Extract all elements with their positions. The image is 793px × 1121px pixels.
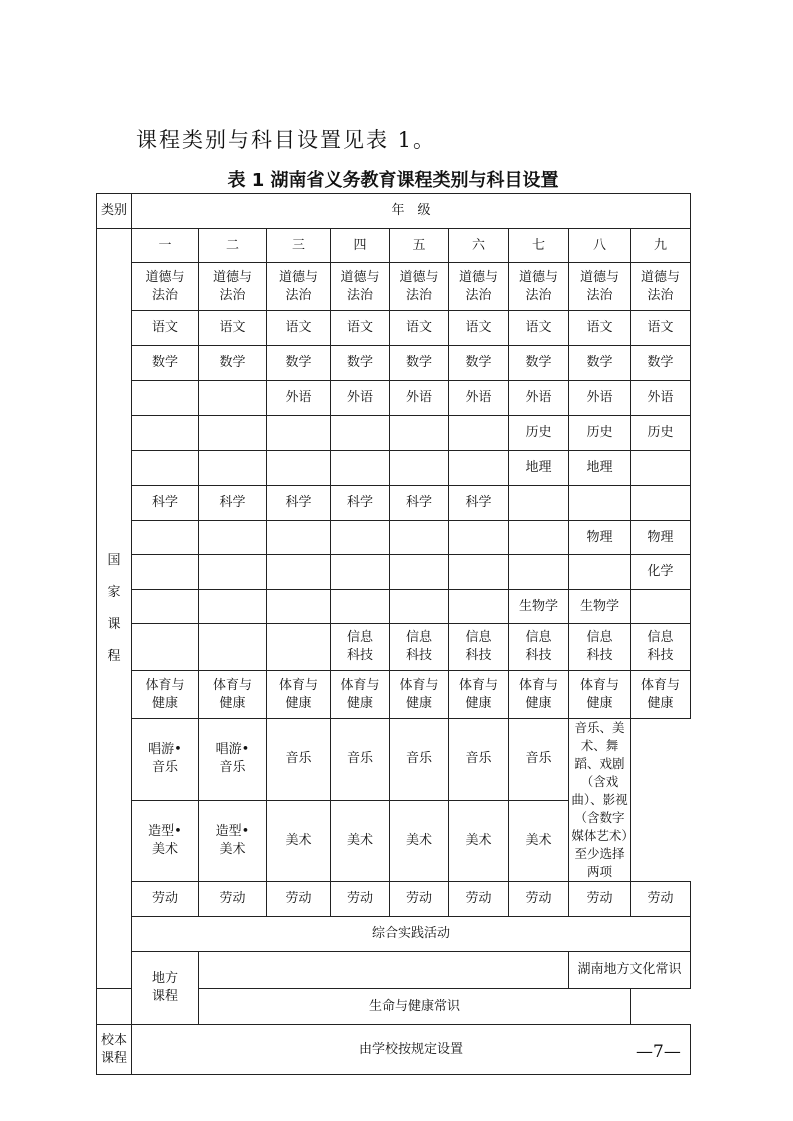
table-cell xyxy=(331,451,390,486)
header-grade: 年 级 xyxy=(132,194,691,229)
table-cell xyxy=(449,521,509,555)
table-cell: 音乐 xyxy=(267,719,331,801)
table-cell: 美术 xyxy=(449,800,509,882)
table-cell xyxy=(132,451,199,486)
table-cell: 科学 xyxy=(390,486,449,521)
table-cell: 道德与 法治 xyxy=(199,263,267,311)
table-cell: 劳动 xyxy=(132,882,199,917)
table-cell: 物理 xyxy=(569,521,631,555)
table-cell: 道德与 法治 xyxy=(331,263,390,311)
table-cell: 体育与 健康 xyxy=(631,671,691,719)
table-cell: 语文 xyxy=(199,311,267,346)
music-row xyxy=(97,719,691,801)
table-cell: 物理 xyxy=(631,521,691,555)
table-cell: 体育与 健康 xyxy=(267,671,331,719)
table-cell: 数学 xyxy=(449,346,509,381)
table-cell: 音乐 xyxy=(390,719,449,801)
table-cell: 七 xyxy=(509,229,569,263)
table-cell: 道德与 法治 xyxy=(509,263,569,311)
table-cell: 道德与 法治 xyxy=(390,263,449,311)
table-cell: 音乐 xyxy=(509,719,569,801)
chemistry-row xyxy=(97,555,691,590)
table-cell: 九 xyxy=(631,229,691,263)
table-cell: 音乐 xyxy=(331,719,390,801)
table-cell: 体育与 健康 xyxy=(449,671,509,719)
table-cell: 劳动 xyxy=(199,882,267,917)
table-cell: 外语 xyxy=(449,381,509,416)
history-row xyxy=(97,416,691,451)
table-cell: 外语 xyxy=(631,381,691,416)
table-cell xyxy=(199,451,267,486)
table-cell xyxy=(132,416,199,451)
table-cell: 外语 xyxy=(509,381,569,416)
table-cell xyxy=(569,555,631,590)
table-cell xyxy=(449,416,509,451)
table-cell: 语文 xyxy=(267,311,331,346)
table-cell: 外语 xyxy=(390,381,449,416)
table-cell: 六 xyxy=(449,229,509,263)
table-cell xyxy=(631,590,691,624)
table-cell xyxy=(631,451,691,486)
table-cell: 造型• 美术 xyxy=(199,800,267,882)
table-cell: 语文 xyxy=(569,311,631,346)
table-cell: 外语 xyxy=(569,381,631,416)
table-cell: 数学 xyxy=(631,346,691,381)
table-cell: 数学 xyxy=(569,346,631,381)
table-cell xyxy=(132,381,199,416)
table-cell: 道德与 法治 xyxy=(267,263,331,311)
table-cell: 历史 xyxy=(631,416,691,451)
table-cell xyxy=(509,555,569,590)
table-cell: 体育与 健康 xyxy=(132,671,199,719)
table-cell: 唱游• 音乐 xyxy=(199,719,267,801)
table-cell xyxy=(331,521,390,555)
header-category: 类别 xyxy=(97,194,132,229)
hunan-culture-course: 湖南地方文化常识 xyxy=(569,952,691,989)
table-cell xyxy=(97,989,199,1025)
table-cell: 劳动 xyxy=(569,882,631,917)
foreign-language-row xyxy=(97,381,691,416)
table-cell xyxy=(199,381,267,416)
table-cell: 八 xyxy=(569,229,631,263)
table-cell xyxy=(132,624,199,671)
table-cell: 化学 xyxy=(631,555,691,590)
table-cell: 生物学 xyxy=(569,590,631,624)
life-health-course: 生命与健康常识 xyxy=(199,989,631,1025)
table-cell: 信息 科技 xyxy=(449,624,509,671)
table-cell: 生物学 xyxy=(509,590,569,624)
table-cell: 一 xyxy=(132,229,199,263)
pe-row xyxy=(97,671,691,719)
labor-row xyxy=(97,882,691,917)
table-cell xyxy=(132,590,199,624)
table-cell: 体育与 健康 xyxy=(331,671,390,719)
table-cell xyxy=(199,590,267,624)
table-caption: 表 1 湖南省义务教育课程类别与科目设置 xyxy=(227,170,559,191)
table-cell: 信息 科技 xyxy=(509,624,569,671)
table-cell: 数学 xyxy=(509,346,569,381)
table-cell xyxy=(132,555,199,590)
biology-row xyxy=(97,590,691,624)
table-cell: 信息 科技 xyxy=(331,624,390,671)
table-cell: 音乐 xyxy=(449,719,509,801)
table-cell: 劳动 xyxy=(390,882,449,917)
science-row xyxy=(97,486,691,521)
table-cell: 语文 xyxy=(449,311,509,346)
table-cell: 劳动 xyxy=(449,882,509,917)
table-cell: 道德与 法治 xyxy=(631,263,691,311)
school-curriculum-content: 由学校按规定设置 xyxy=(132,1025,691,1075)
table-cell: 劳动 xyxy=(331,882,390,917)
table-cell: 唱游• 音乐 xyxy=(132,719,199,801)
table-cell xyxy=(331,590,390,624)
table-cell: 四 xyxy=(331,229,390,263)
table-cell xyxy=(390,590,449,624)
table-cell xyxy=(267,555,331,590)
table-cell xyxy=(267,521,331,555)
table-cell xyxy=(199,555,267,590)
table-cell xyxy=(631,486,691,521)
table-cell: 体育与 健康 xyxy=(509,671,569,719)
local-curriculum-label: 地方 课程 xyxy=(132,952,199,1025)
table-cell: 历史 xyxy=(509,416,569,451)
table-cell xyxy=(390,451,449,486)
table-cell: 美术 xyxy=(390,800,449,882)
table-cell: 道德与 法治 xyxy=(449,263,509,311)
curriculum-table xyxy=(96,193,691,1075)
table-cell: 地理 xyxy=(569,451,631,486)
table-cell: 数学 xyxy=(390,346,449,381)
table-cell xyxy=(449,590,509,624)
table-cell xyxy=(331,416,390,451)
it-row xyxy=(97,624,691,671)
table-cell xyxy=(449,555,509,590)
table-cell: 科学 xyxy=(267,486,331,521)
page-number: —7— xyxy=(636,1042,681,1062)
table-cell xyxy=(199,952,569,989)
table-cell: 美术 xyxy=(267,800,331,882)
table-cell: 信息 科技 xyxy=(631,624,691,671)
table-cell: 体育与 健康 xyxy=(199,671,267,719)
table-cell xyxy=(199,521,267,555)
intro-text: 课程类别与科目设置见表 1。 xyxy=(136,128,437,152)
table-cell xyxy=(509,486,569,521)
table-cell xyxy=(509,521,569,555)
table-cell: 历史 xyxy=(569,416,631,451)
table-cell xyxy=(267,451,331,486)
table-cell: 数学 xyxy=(331,346,390,381)
table-cell: 美术 xyxy=(509,800,569,882)
morality-row xyxy=(97,263,691,311)
table-cell xyxy=(331,555,390,590)
table-cell: 语文 xyxy=(132,311,199,346)
table-cell: 科学 xyxy=(199,486,267,521)
table-cell: 语文 xyxy=(331,311,390,346)
table-cell: 信息 科技 xyxy=(390,624,449,671)
math-row xyxy=(97,346,691,381)
table-cell: 五 xyxy=(390,229,449,263)
arts-note: 音乐、美术、舞蹈、戏剧（含戏曲）、影视（含数字媒体艺术）至少选择两项 xyxy=(569,719,631,882)
geography-row xyxy=(97,451,691,486)
table-cell: 道德与 法治 xyxy=(132,263,199,311)
national-curriculum-label: 国 家 课 程 xyxy=(97,229,132,989)
table-cell xyxy=(390,416,449,451)
table-cell: 劳动 xyxy=(631,882,691,917)
table-cell: 二 xyxy=(199,229,267,263)
table-cell: 语文 xyxy=(631,311,691,346)
table-cell: 信息 科技 xyxy=(569,624,631,671)
table-cell: 数学 xyxy=(267,346,331,381)
table-cell: 体育与 健康 xyxy=(390,671,449,719)
table-cell: 科学 xyxy=(331,486,390,521)
table-cell: 劳动 xyxy=(267,882,331,917)
table-cell: 道德与 法治 xyxy=(569,263,631,311)
table-cell: 数学 xyxy=(132,346,199,381)
table-cell: 体育与 健康 xyxy=(569,671,631,719)
physics-row xyxy=(97,521,691,555)
table-cell: 数学 xyxy=(199,346,267,381)
table-cell: 科学 xyxy=(449,486,509,521)
table-cell xyxy=(267,590,331,624)
table-cell xyxy=(199,624,267,671)
table-cell: 地理 xyxy=(509,451,569,486)
grade-row xyxy=(97,229,691,263)
table-cell: 造型• 美术 xyxy=(132,800,199,882)
table-cell xyxy=(199,416,267,451)
comprehensive-practice: 综合实践活动 xyxy=(132,917,691,952)
table-cell: 三 xyxy=(267,229,331,263)
table-cell: 外语 xyxy=(267,381,331,416)
table-cell xyxy=(449,451,509,486)
table-cell: 外语 xyxy=(331,381,390,416)
table-cell xyxy=(267,416,331,451)
table-cell: 语文 xyxy=(390,311,449,346)
chinese-row xyxy=(97,311,691,346)
table-cell xyxy=(390,521,449,555)
table-cell xyxy=(132,521,199,555)
table-cell xyxy=(390,555,449,590)
table-cell: 美术 xyxy=(331,800,390,882)
table-cell: 劳动 xyxy=(509,882,569,917)
school-curriculum-label: 校本 课程 xyxy=(97,1025,132,1075)
table-cell xyxy=(569,486,631,521)
table-cell: 科学 xyxy=(132,486,199,521)
table-cell: 语文 xyxy=(509,311,569,346)
table-cell xyxy=(267,624,331,671)
